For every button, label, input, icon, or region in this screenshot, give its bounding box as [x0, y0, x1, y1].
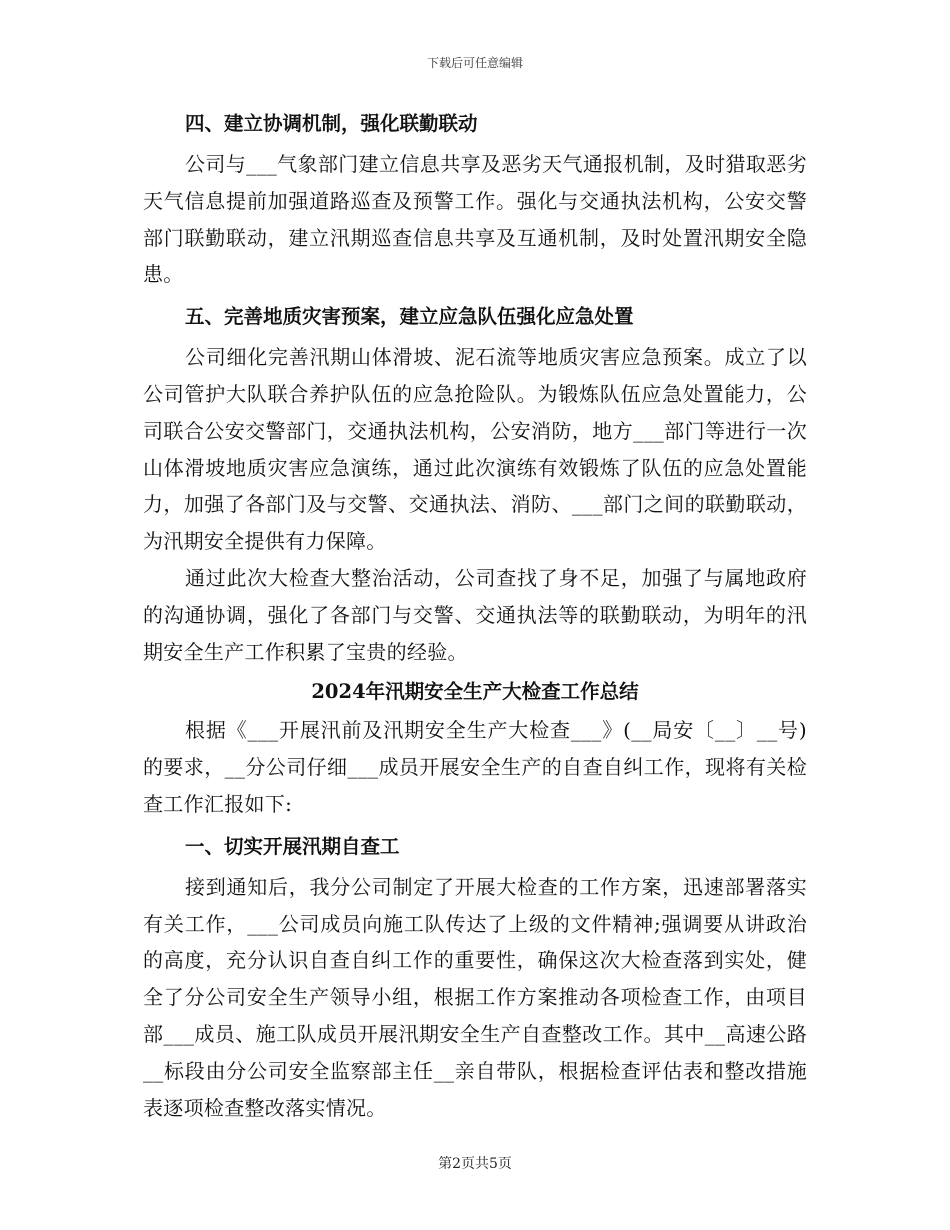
section-1-paragraph: 接到通知后，我分公司制定了开展大检查的工作方案，迅速部署落实有关工作，___公司成员向施工队传达了上级的文件精神;强调要从讲政治的高度，充分认识自查自纠工作的重要性，确保这次大检查落到实处，健全了分公司安全生产领导小组，根据工作方案推动各项检查工作，由项目部___成员、施工队成员开展汛期安全生产自查整改工作。其中__高速公路__标段由分公司安全监察部主任__亲自带队，根据检查评估表和整改措施表逐项检查整改落实情况。 — [143, 874, 807, 1120]
page-number: 第2页共5页 — [438, 1156, 512, 1172]
header-note: 下载后可任意编辑 — [426, 56, 523, 70]
section-4-paragraph: 公司与___气象部门建立信息共享及恶劣天气通报机制，及时猎取恶劣天气信息提前加强道路巡查及预警工作。强化与交通执法机构，公安交警部门联勤联动，建立汛期巡查信息共享及互通机制，及时处置汛期安全隐患。 — [143, 152, 807, 287]
document-title: 2024年汛期安全生产大检查工作总结 — [311, 680, 639, 704]
section-5-heading: 五、完善地质灾害预案，建立应急队伍强化应急处置 — [185, 305, 634, 329]
intro-paragraph: 根据《___开展汛前及汛期安全生产大检查___》(__局安〔__〕__号)的要求，__分公司仔细___成员开展安全生产的自查自纠工作，现将有关检查工作汇报如下: — [143, 718, 807, 816]
section-1-heading: 一、切实开展汛期自查工 — [185, 834, 400, 858]
section-5-paragraph-2: 通过此次大检查大整治活动，公司查找了身不足，加强了与属地政府的沟通协调，强化了各部门与交警、交通执法等的联勤联动，为明年的汛期安全生产工作积累了宝贵的经验。 — [143, 565, 807, 664]
document-body — [143, 100, 807, 1126]
section-5-paragraph-1: 公司细化完善汛期山体滑坡、泥石流等地质灾害应急预案。成立了以公司管护大队联合养护队伍的应急抢险队。为锻炼队伍应急处置能力，公司联合公安交警部门，交通执法机构，公安消防，地方___部门等进行一次山体滑坡地质灾害应急演练，通过此次演练有效锻炼了队伍的应急处置能力，加强了各部门及与交警、交通执法、消防、___部门之间的联勤联动，为汛期安全提供有力保障。 — [143, 345, 807, 554]
section-4-heading: 四、建立协调机制，强化联勤联动 — [185, 112, 478, 135]
